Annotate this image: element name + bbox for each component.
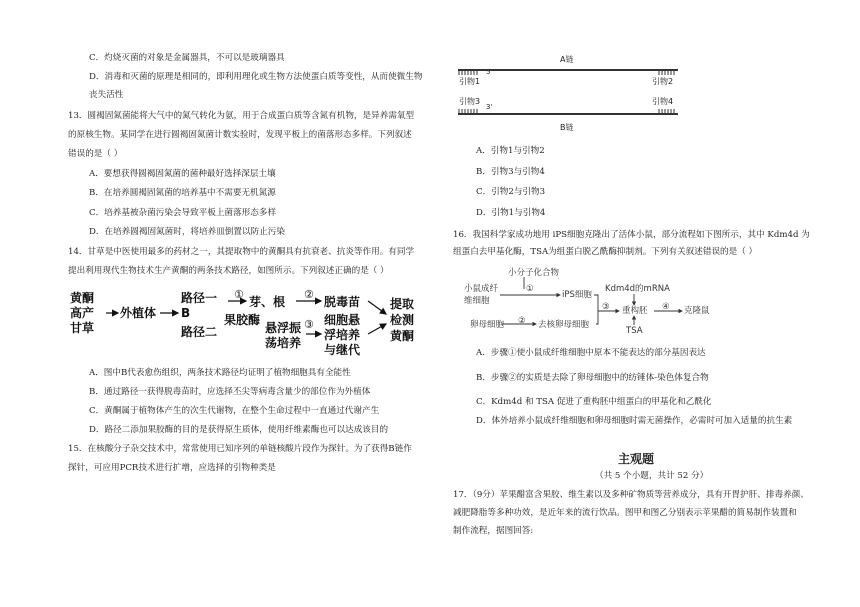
flow16-tsa: TSA	[626, 326, 643, 336]
q15-option-a: A．引物1与引物2	[476, 146, 545, 156]
q16-option-c: C．Kdm4d 和 TSA 促进了重构胚中组蛋白的甲基化和乙酰化	[476, 397, 712, 407]
pcr-primer1-label: 引物1	[459, 77, 481, 86]
q13-option-d: D．在培养圆褐固氮菌时，将培养皿倒置以防止污染	[89, 227, 285, 237]
q16-flow-diagram	[462, 265, 730, 337]
pcr-primer4-label: 引物4	[652, 97, 674, 106]
q16-option-d: D．体外培养小鼠成纤维细胞和卵母细胞时需无菌操作，必需时可加入适量的抗生素	[476, 416, 793, 426]
flow14-suspension-l1: 悬浮振	[265, 321, 302, 335]
flow16-ips-cell: iPS细胞	[562, 290, 592, 300]
q12-option-d-line2: 丧失活性	[89, 90, 124, 100]
flow14-pectinase: 果胶酶	[224, 313, 261, 327]
q12-option-c: C．灼烧灭菌的对象是金属器具，不可以是玻璃器具	[89, 53, 285, 63]
q17-stem-line1: 17．（9分）苹果醋富含果胶、维生素以及多种矿物质等营养成分，具有开胃护肝、排毒养颜、	[453, 490, 809, 500]
q17-stem-line3: 制作流程，据图回答:	[453, 526, 534, 536]
q14-stem-line2: 提出利用现代生物技术生产黄酮的两条技术路径，如图所示。下列叙述正确的是（ ）	[68, 266, 389, 276]
flow14-cells-l2: 浮培养	[324, 328, 361, 342]
flow16-reconstructed-embryo: 重构胚	[622, 306, 648, 316]
q15-stem-line1: 15．在核酸分子杂交技术中，常常使用已知序列的单链核酸片段作为探针。为了获得B链作	[68, 444, 412, 454]
q14-option-a: A．图中B代表愈伤组织，两条技术路径均证明了植物细胞具有全能性	[89, 368, 351, 378]
pcr-primer2-label: 引物2	[652, 77, 674, 86]
flow14-step1: ①	[234, 288, 244, 301]
q13-stem-line2: 的原核生物。某同学在进行圆褐固氮菌计数实验时，发现平板上的菌落形态多样。下列叙述	[68, 130, 412, 140]
flow16-oocyte: 卵母细胞	[470, 320, 505, 330]
q15-option-d: D．引物1与引物4	[476, 208, 546, 218]
q15-stem-line2: 探针，可应用PCR技术进行扩增，应选择的引物种类是	[68, 463, 276, 473]
flow16-fibroblast-l1: 小鼠成纤	[464, 284, 499, 294]
flow14-step2: ②	[304, 288, 314, 301]
flow16-kdm4d-mrna: Kdm4d的mRNA	[605, 284, 670, 294]
pcr-primer-diagram	[456, 54, 682, 132]
pcr-b-end-label: 3'	[486, 103, 493, 111]
flow14-extract-l1: 提取	[390, 297, 415, 311]
pcr-primer3-label: 引物3	[459, 97, 481, 106]
section-subtitle: （共 5 个小题，共计 52 分）	[595, 471, 709, 481]
flow16-step2: ②	[518, 316, 526, 326]
q13-stem-line1: 13．圆褐固氮菌能将大气中的氮气转化为氨，用于合成蛋白质等含氮有机物，是异养需氧型	[68, 111, 415, 121]
q13-option-b: B．在培养圆褐固氮菌的培养基中不需要无机氮源	[89, 188, 276, 198]
q13-option-c: C．培养基被杂菌污染会导致平板上菌落形态多样	[89, 208, 277, 218]
q15-option-b: B．引物3与引物4	[476, 167, 545, 177]
flow14-cells-l3: 与继代	[324, 343, 361, 357]
flow16-step1: ①	[526, 284, 534, 294]
flow14-source-l2: 高产	[70, 306, 95, 320]
q14-option-d: D．路径二添加果胶酶的目的是获得原生质体，使用纤维素酶也可以达成该目的	[89, 425, 389, 435]
flow14-extract-l2: 检测	[390, 313, 415, 327]
q17-stem-line2: 减肥降脂等多种功效，是近年来的流行饮品。图甲和图乙分别表示苹果醋的简易制作装置和	[453, 508, 797, 518]
flow14-source-l3: 甘草	[70, 321, 95, 335]
flow16-clone-mouse: 克隆鼠	[684, 306, 710, 316]
flow16-step4: ④	[662, 302, 670, 312]
q14-option-c: C．黄酮属于植物体产生的次生代谢物，在整个生命过程中一直通过代谢产生	[89, 406, 380, 416]
pcr-a-end-label: 5'	[486, 68, 493, 76]
flow14-step3: ③	[304, 318, 314, 331]
q16-stem-line1: 16．我国科学家成功地用 iPS细胞克隆出了活体小鼠，部分流程如下图所示，其中 Kdm4d 为	[453, 230, 810, 240]
flow14-b-label: B	[181, 306, 191, 320]
q15-option-c: C．引物2与引物3	[476, 187, 546, 197]
flow14-sprout-root: 芽、根	[249, 295, 286, 309]
q14-option-b: B．通过路径一获得脱毒苗时，应选择丕尖等病毒含量少的部位作为外植体	[89, 387, 371, 397]
flow14-path1-label: 路径一	[181, 291, 218, 305]
q12-option-d-line1: D．消毒和灭菌的原理是相同的，即利用理化或生物方法使蛋白质等变性，从而使微生物	[89, 72, 423, 82]
flow16-fibroblast-l2: 维细胞	[464, 296, 490, 306]
flow14-virus-free-seedling: 脱毒苗	[324, 295, 361, 309]
pcr-chain-a-label: A链	[560, 55, 574, 64]
flow14-source-l1: 黄酮	[70, 291, 95, 305]
flow14-explant: 外植体	[120, 306, 157, 320]
pcr-chain-b-label: B链	[560, 123, 574, 132]
flow16-small-molecule: 小分子化合物	[508, 268, 560, 278]
section-title: 主观题	[618, 452, 655, 466]
q16-option-b: B．步骤②的实质是去除了卵母细胞中的纺锤体-染色体复合物	[476, 373, 709, 383]
q13-stem-line3: 错误的是（ ）	[68, 149, 123, 159]
q16-stem-line2: 组蛋白去甲基化酶，TSA为组蛋白脱乙酰酶抑制剂。下列有关叙述错误的是（ ）	[453, 247, 758, 257]
flow14-cells-l1: 细胞悬	[324, 313, 361, 327]
q16-option-a: A．步骤①使小鼠成纤维细胞中原本不能表达的部分基因表达	[476, 348, 706, 358]
flow14-suspension-l2: 荡培养	[265, 336, 302, 350]
flow14-extract-l3: 黄酮	[390, 329, 415, 343]
q14-stem-line1: 14．甘草是中医使用最多的药材之一，其提取物中的黄酮具有抗衰老、抗炎等作用。有同学	[68, 247, 415, 257]
flow14-path2-label: 路径二	[181, 325, 218, 339]
flow16-step3: ③	[602, 302, 610, 312]
q13-option-a: A．要想获得圆褐固氮菌的菌种最好选择深层土壤	[89, 169, 276, 179]
flow16-enucleated-oocyte: 去核卵母细胞	[538, 320, 590, 330]
q14-flow-diagram	[68, 284, 428, 358]
